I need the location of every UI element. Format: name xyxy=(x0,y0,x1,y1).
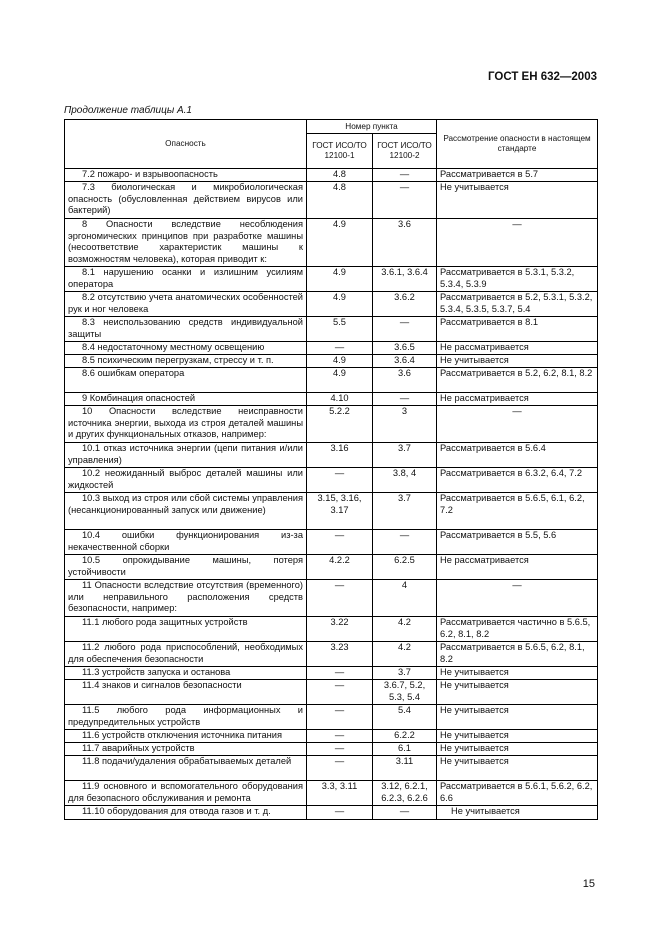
iso-12100-2-cell: 3.7 xyxy=(373,443,437,468)
table-row xyxy=(65,406,598,443)
consideration-cell: Рассматривается в 8.1 xyxy=(437,317,598,342)
hazard-cell: 11.3 устройств запуска и останова xyxy=(65,667,307,680)
iso-12100-2-cell: 3.6.5 xyxy=(373,342,437,355)
col-header-clause-number: Номер пункта xyxy=(307,120,437,134)
consideration-cell: — xyxy=(437,219,598,267)
col-header-hazard: Опасность xyxy=(65,120,307,169)
hazard-cell: 7.3 биологическая и микробиологическая опасность (обусловленная действием вирусов или бактерий) xyxy=(65,182,307,219)
consideration-cell: Рассматривается в 5.6.1, 5.6.2, 6.2, 6.6 xyxy=(437,781,598,806)
iso-12100-2-cell: 6.2.2 xyxy=(373,730,437,743)
iso-12100-1-cell: — xyxy=(307,743,373,756)
iso-12100-1-cell: 4.10 xyxy=(307,393,373,406)
table-body xyxy=(65,169,598,820)
iso-12100-1-cell: — xyxy=(307,680,373,705)
iso-12100-1-cell: 4.9 xyxy=(307,267,373,292)
iso-12100-1-cell: 3.15, 3.16, 3.17 xyxy=(307,493,373,530)
iso-12100-2-cell: 3.6 xyxy=(373,368,437,393)
consideration-cell: Рассматривается в 6.3.2, 6.4, 7.2 xyxy=(437,468,598,493)
table-row xyxy=(65,169,598,182)
hazard-cell: 8 Опасности вследствие несоблюдения эргономических принципов при разработке машины (несоответствие характеристик машины к возможностям человека), которая приводит к: xyxy=(65,219,307,267)
table-row xyxy=(65,342,598,355)
page-number: 15 xyxy=(582,878,595,890)
iso-12100-2-cell: 3.6.4 xyxy=(373,355,437,368)
table-row xyxy=(65,555,598,580)
iso-12100-2-cell: 4.2 xyxy=(373,617,437,642)
consideration-cell: Рассматривается частично в 5.6.5, 6.2, 8.1, 8.2 xyxy=(437,617,598,642)
iso-12100-2-cell: — xyxy=(373,530,437,555)
iso-12100-1-cell: 3.22 xyxy=(307,617,373,642)
consideration-cell: Не учитывается xyxy=(437,667,598,680)
table-row xyxy=(65,806,598,820)
consideration-cell: Рассматривается в 5.7 xyxy=(437,169,598,182)
table-row xyxy=(65,493,598,530)
iso-12100-2-cell: — xyxy=(373,393,437,406)
iso-12100-2-cell: — xyxy=(373,317,437,342)
table-row xyxy=(65,317,598,342)
iso-12100-1-cell: — xyxy=(307,806,373,820)
table-row xyxy=(65,730,598,743)
col-header-consideration: Рассмотрение опасности в настоящем стандарте xyxy=(437,120,598,169)
hazard-cell: 10.4 ошибки функционирования из-за некачественной сборки xyxy=(65,530,307,555)
hazard-cell: 8.4 недостаточному местному освещению xyxy=(65,342,307,355)
consideration-cell: Не учитывается xyxy=(437,705,598,730)
iso-12100-2-cell: 3.6.7, 5.2, 5.3, 5.4 xyxy=(373,680,437,705)
iso-12100-2-cell: — xyxy=(373,169,437,182)
hazard-cell: 10.1 отказ источника энергии (цепи питания и/или управления) xyxy=(65,443,307,468)
table-row xyxy=(65,393,598,406)
consideration-cell: Рассматривается в 5.6.5, 6.1, 6.2, 7.2 xyxy=(437,493,598,530)
iso-12100-2-cell: 6.2.5 xyxy=(373,555,437,580)
table-row xyxy=(65,781,598,806)
iso-12100-2-cell: 4 xyxy=(373,580,437,617)
consideration-cell: — xyxy=(437,406,598,443)
consideration-cell: Рассматривается в 5.3.1, 5.3.2, 5.3.4, 5.3.9 xyxy=(437,267,598,292)
table-row xyxy=(65,756,598,781)
iso-12100-2-cell: 3.6.2 xyxy=(373,292,437,317)
consideration-cell: Не учитывается xyxy=(437,806,598,820)
iso-12100-2-cell: 6.1 xyxy=(373,743,437,756)
hazard-cell: 11.1 любого рода защитных устройств xyxy=(65,617,307,642)
iso-12100-1-cell: — xyxy=(307,530,373,555)
table-row xyxy=(65,705,598,730)
iso-12100-2-cell: — xyxy=(373,806,437,820)
table-row xyxy=(65,667,598,680)
consideration-cell: Не рассматривается xyxy=(437,342,598,355)
doc-code: ГОСТ ЕН 632—2003 xyxy=(488,71,597,83)
hazard-cell: 11.6 устройств отключения источника питания xyxy=(65,730,307,743)
iso-12100-1-cell: — xyxy=(307,705,373,730)
table-row xyxy=(65,292,598,317)
hazard-cell: 11.9 основного и вспомогательного оборудования для безопасного обслуживания и ремонта xyxy=(65,781,307,806)
table-row xyxy=(65,642,598,667)
consideration-cell: Не учитывается xyxy=(437,680,598,705)
table-row xyxy=(65,617,598,642)
iso-12100-1-cell: 3.3, 3.11 xyxy=(307,781,373,806)
consideration-cell: Не учитывается xyxy=(437,730,598,743)
consideration-cell: Рассматривается в 5.6.4 xyxy=(437,443,598,468)
iso-12100-1-cell: — xyxy=(307,756,373,781)
hazard-cell: 8.1 нарушению осанки и излишним усилиям оператора xyxy=(65,267,307,292)
iso-12100-1-cell: 5.2.2 xyxy=(307,406,373,443)
table-row xyxy=(65,580,598,617)
iso-12100-1-cell: 4.2.2 xyxy=(307,555,373,580)
hazard-cell: 11.7 аварийных устройств xyxy=(65,743,307,756)
iso-12100-1-cell: — xyxy=(307,342,373,355)
iso-12100-2-cell: 4.2 xyxy=(373,642,437,667)
hazard-table xyxy=(64,119,598,820)
hazard-cell: 9 Комбинация опасностей xyxy=(65,393,307,406)
consideration-cell: Не учитывается xyxy=(437,355,598,368)
iso-12100-2-cell: — xyxy=(373,182,437,219)
consideration-cell: Не учитывается xyxy=(437,182,598,219)
consideration-cell: Не рассматривается xyxy=(437,393,598,406)
hazard-cell: 8.3 неиспользованию средств индивидуальной защиты xyxy=(65,317,307,342)
table-row xyxy=(65,219,598,267)
iso-12100-1-cell: 4.9 xyxy=(307,355,373,368)
table-row xyxy=(65,443,598,468)
hazard-cell: 8.5 психическим перегрузкам, стрессу и т. п. xyxy=(65,355,307,368)
iso-12100-1-cell: 4.9 xyxy=(307,368,373,393)
consideration-cell: Не рассматривается xyxy=(437,555,598,580)
table-row xyxy=(65,530,598,555)
hazard-cell: 11.8 подачи/удаления обрабатываемых деталей xyxy=(65,756,307,781)
iso-12100-2-cell: 3.6.1, 3.6.4 xyxy=(373,267,437,292)
iso-12100-1-cell: 4.8 xyxy=(307,182,373,219)
iso-12100-1-cell: 4.9 xyxy=(307,292,373,317)
table-row xyxy=(65,468,598,493)
hazard-cell: 11 Опасности вследствие отсутствия (временного) или неправильного расположения средств безопасности, например: xyxy=(65,580,307,617)
consideration-cell: Не учитывается xyxy=(437,743,598,756)
table-row xyxy=(65,355,598,368)
consideration-cell: Не учитывается xyxy=(437,756,598,781)
hazard-cell: 8.6 ошибкам оператора xyxy=(65,368,307,393)
table-caption: Продолжение таблицы А.1 xyxy=(64,105,192,116)
consideration-cell: — xyxy=(437,580,598,617)
iso-12100-1-cell: 3.16 xyxy=(307,443,373,468)
hazard-cell: 11.4 знаков и сигналов безопасности xyxy=(65,680,307,705)
iso-12100-2-cell: 3.7 xyxy=(373,667,437,680)
table-row xyxy=(65,743,598,756)
iso-12100-2-cell: 3 xyxy=(373,406,437,443)
iso-12100-1-cell: — xyxy=(307,468,373,493)
hazard-cell: 11.10 оборудования для отвода газов и т. д. xyxy=(65,806,307,820)
table-row xyxy=(65,680,598,705)
consideration-cell: Рассматривается в 5.2, 5.3.1, 5.3.2, 5.3.4, 5.3.5, 5.3.7, 5.4 xyxy=(437,292,598,317)
iso-12100-2-cell: 3.6 xyxy=(373,219,437,267)
consideration-cell: Рассматривается в 5.2, 6.2, 8.1, 8.2 xyxy=(437,368,598,393)
hazard-cell: 11.5 любого рода информационных и предупредительных устройств xyxy=(65,705,307,730)
hazard-cell: 11.2 любого рода приспособлений, необходимых для обеспечения безопасности xyxy=(65,642,307,667)
consideration-cell: Рассматривается в 5.6.5, 6.2, 8.1, 8.2 xyxy=(437,642,598,667)
iso-12100-2-cell: 3.11 xyxy=(373,756,437,781)
iso-12100-1-cell: 4.8 xyxy=(307,169,373,182)
iso-12100-1-cell: 4.9 xyxy=(307,219,373,267)
table-row xyxy=(65,182,598,219)
consideration-cell: Рассматривается в 5.5, 5.6 xyxy=(437,530,598,555)
iso-12100-1-cell: 3.23 xyxy=(307,642,373,667)
hazard-cell: 10.3 выход из строя или сбой системы управления (несанкционированный запуск или движение) xyxy=(65,493,307,530)
hazard-cell: 8.2 отсутствию учета анатомических особенностей рук и ног человека xyxy=(65,292,307,317)
iso-12100-1-cell: 5.5 xyxy=(307,317,373,342)
hazard-cell: 10 Опасности вследствие неисправности источника энергии, выхода из строя деталей машины и других функциональных отказов, например: xyxy=(65,406,307,443)
col-header-iso-12100-2: ГОСТ ИСО/ТО 12100-2 xyxy=(373,134,437,169)
iso-12100-2-cell: 3.8, 4 xyxy=(373,468,437,493)
hazard-cell: 7.2 пожаро- и взрывоопасность xyxy=(65,169,307,182)
iso-12100-1-cell: — xyxy=(307,580,373,617)
hazard-cell: 10.5 опрокидывание машины, потеря устойчивости xyxy=(65,555,307,580)
iso-12100-1-cell: — xyxy=(307,730,373,743)
col-header-iso-12100-1: ГОСТ ИСО/ТО 12100-1 xyxy=(307,134,373,169)
iso-12100-2-cell: 3.7 xyxy=(373,493,437,530)
iso-12100-2-cell: 5.4 xyxy=(373,705,437,730)
table-row xyxy=(65,267,598,292)
table-row xyxy=(65,368,598,393)
iso-12100-1-cell: — xyxy=(307,667,373,680)
iso-12100-2-cell: 3.12, 6.2.1, 6.2.3, 6.2.6 xyxy=(373,781,437,806)
hazard-cell: 10.2 неожиданный выброс деталей машины или жидкостей xyxy=(65,468,307,493)
